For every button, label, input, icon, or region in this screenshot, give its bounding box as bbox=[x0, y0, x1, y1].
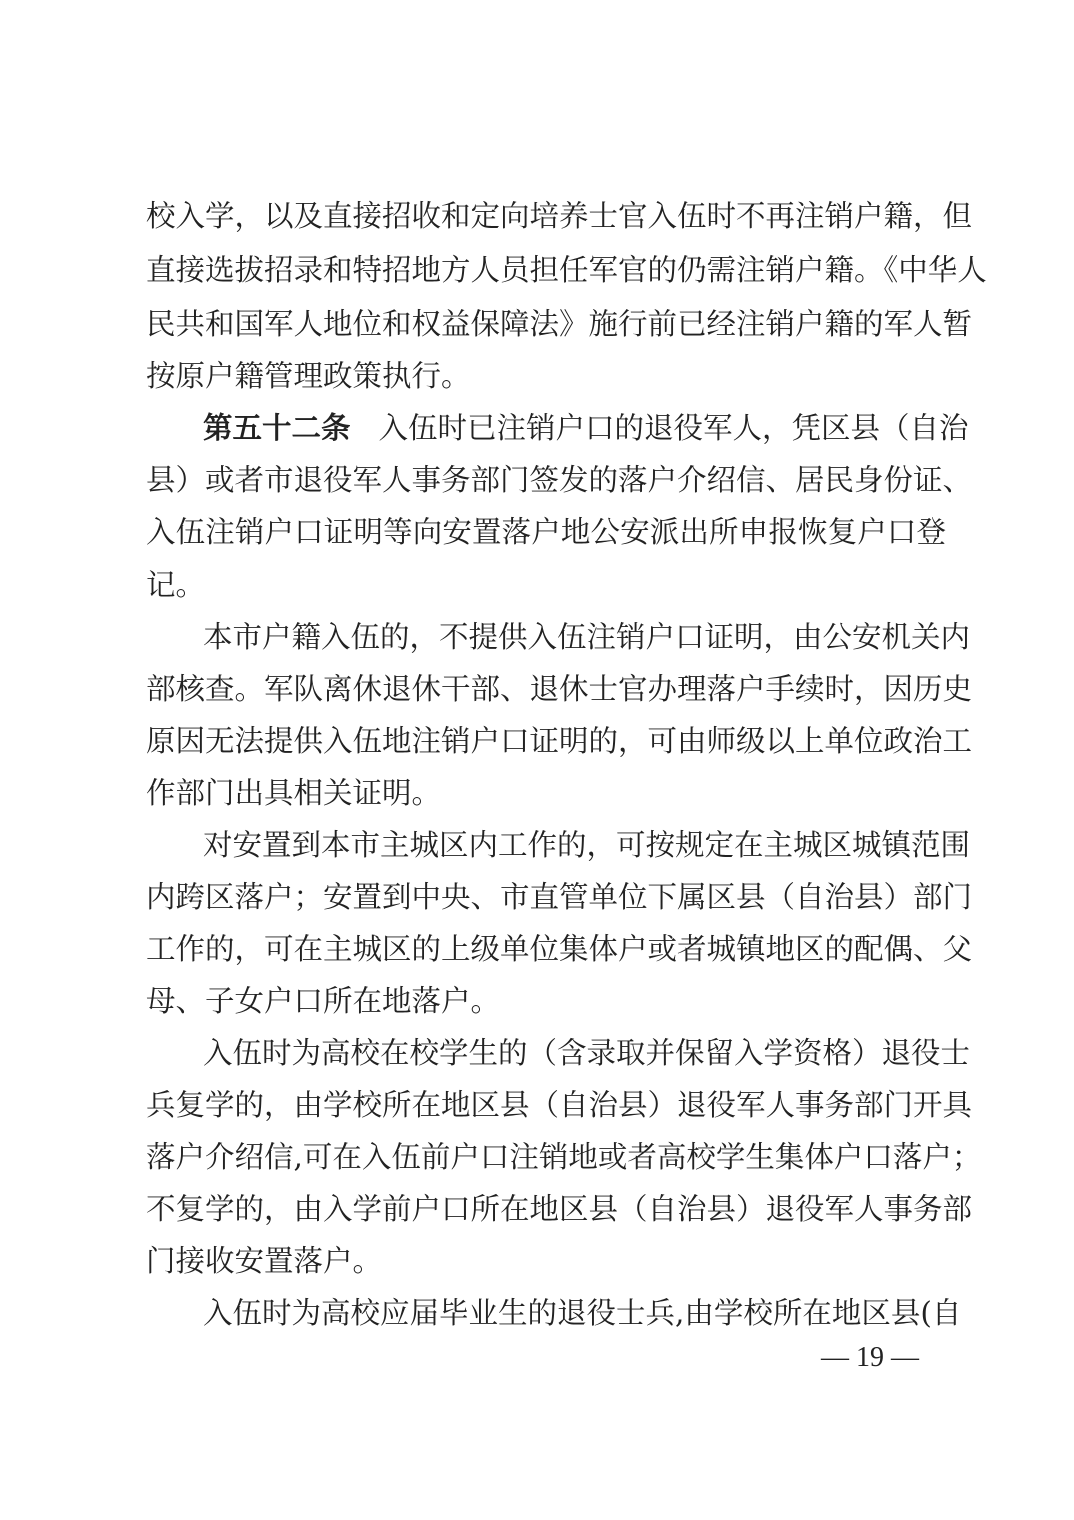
text-line: 校入学，以及直接招收和定向培养士官入伍时不再注销户籍，但 bbox=[146, 199, 973, 233]
text-line: 记。 bbox=[146, 568, 206, 602]
text-line: 内跨区落户；安置到中央、市直管单位下属区县（自治县）部门 bbox=[146, 880, 973, 914]
text-line: 按原户籍管理政策执行。 bbox=[146, 359, 471, 393]
text-line: 直接选拔招录和特招地方人员担任军官的仍需注销户籍。《中华人 bbox=[146, 253, 987, 287]
article-first-line-text: 入伍时已注销户口的退役军人，凭区县（自治 bbox=[378, 411, 969, 445]
text-line: 落户介绍信,可在入伍前户口注销地或者高校学生集体户口落户； bbox=[146, 1140, 982, 1174]
text-line: 工作的，可在主城区的上级单位集体户或者城镇地区的配偶、父 bbox=[146, 932, 973, 966]
text-line: 对安置到本市主城区内工作的，可按规定在主城区城镇范围 bbox=[203, 828, 971, 862]
text-line: 入伍注销户口证明等向安置落户地公安派出所申报恢复户口登 bbox=[146, 515, 946, 549]
text-line: 县）或者市退役军人事务部门签发的落户介绍信、居民身份证、 bbox=[146, 463, 973, 497]
text-line: 部核查。军队离休退休干部、退休士官办理落户手续时，因历史 bbox=[146, 672, 973, 706]
text-line: 兵复学的，由学校所在地区县（自治县）退役军人事务部门开具 bbox=[146, 1088, 973, 1122]
text-line: 原因无法提供入伍地注销户口证明的，可由师级以上单位政治工 bbox=[146, 724, 973, 758]
page-number: — 19 — bbox=[821, 1342, 919, 1373]
text-line: 不复学的，由入学前户口所在地区县（自治县）退役军人事务部 bbox=[146, 1192, 973, 1226]
text-line: 门接收安置落户。 bbox=[146, 1244, 383, 1278]
text-line: 民共和国军人地位和权益保障法》施行前已经注销户籍的军人暂 bbox=[146, 307, 973, 341]
article-first-line bbox=[203, 408, 969, 448]
text-line: 母、子女户口所在地落户。 bbox=[146, 984, 501, 1018]
text-line: 入伍时为高校应届毕业生的退役士兵,由学校所在地区县(自 bbox=[203, 1296, 962, 1330]
article-heading: 第五十二条 bbox=[203, 410, 351, 445]
text-line: 作部门出具相关证明。 bbox=[146, 776, 442, 810]
text-line: 本市户籍入伍的，不提供入伍注销户口证明，由公安机关内 bbox=[203, 620, 971, 654]
text-line: 入伍时为高校在校学生的（含录取并保留入学资格）退役士 bbox=[203, 1036, 971, 1070]
